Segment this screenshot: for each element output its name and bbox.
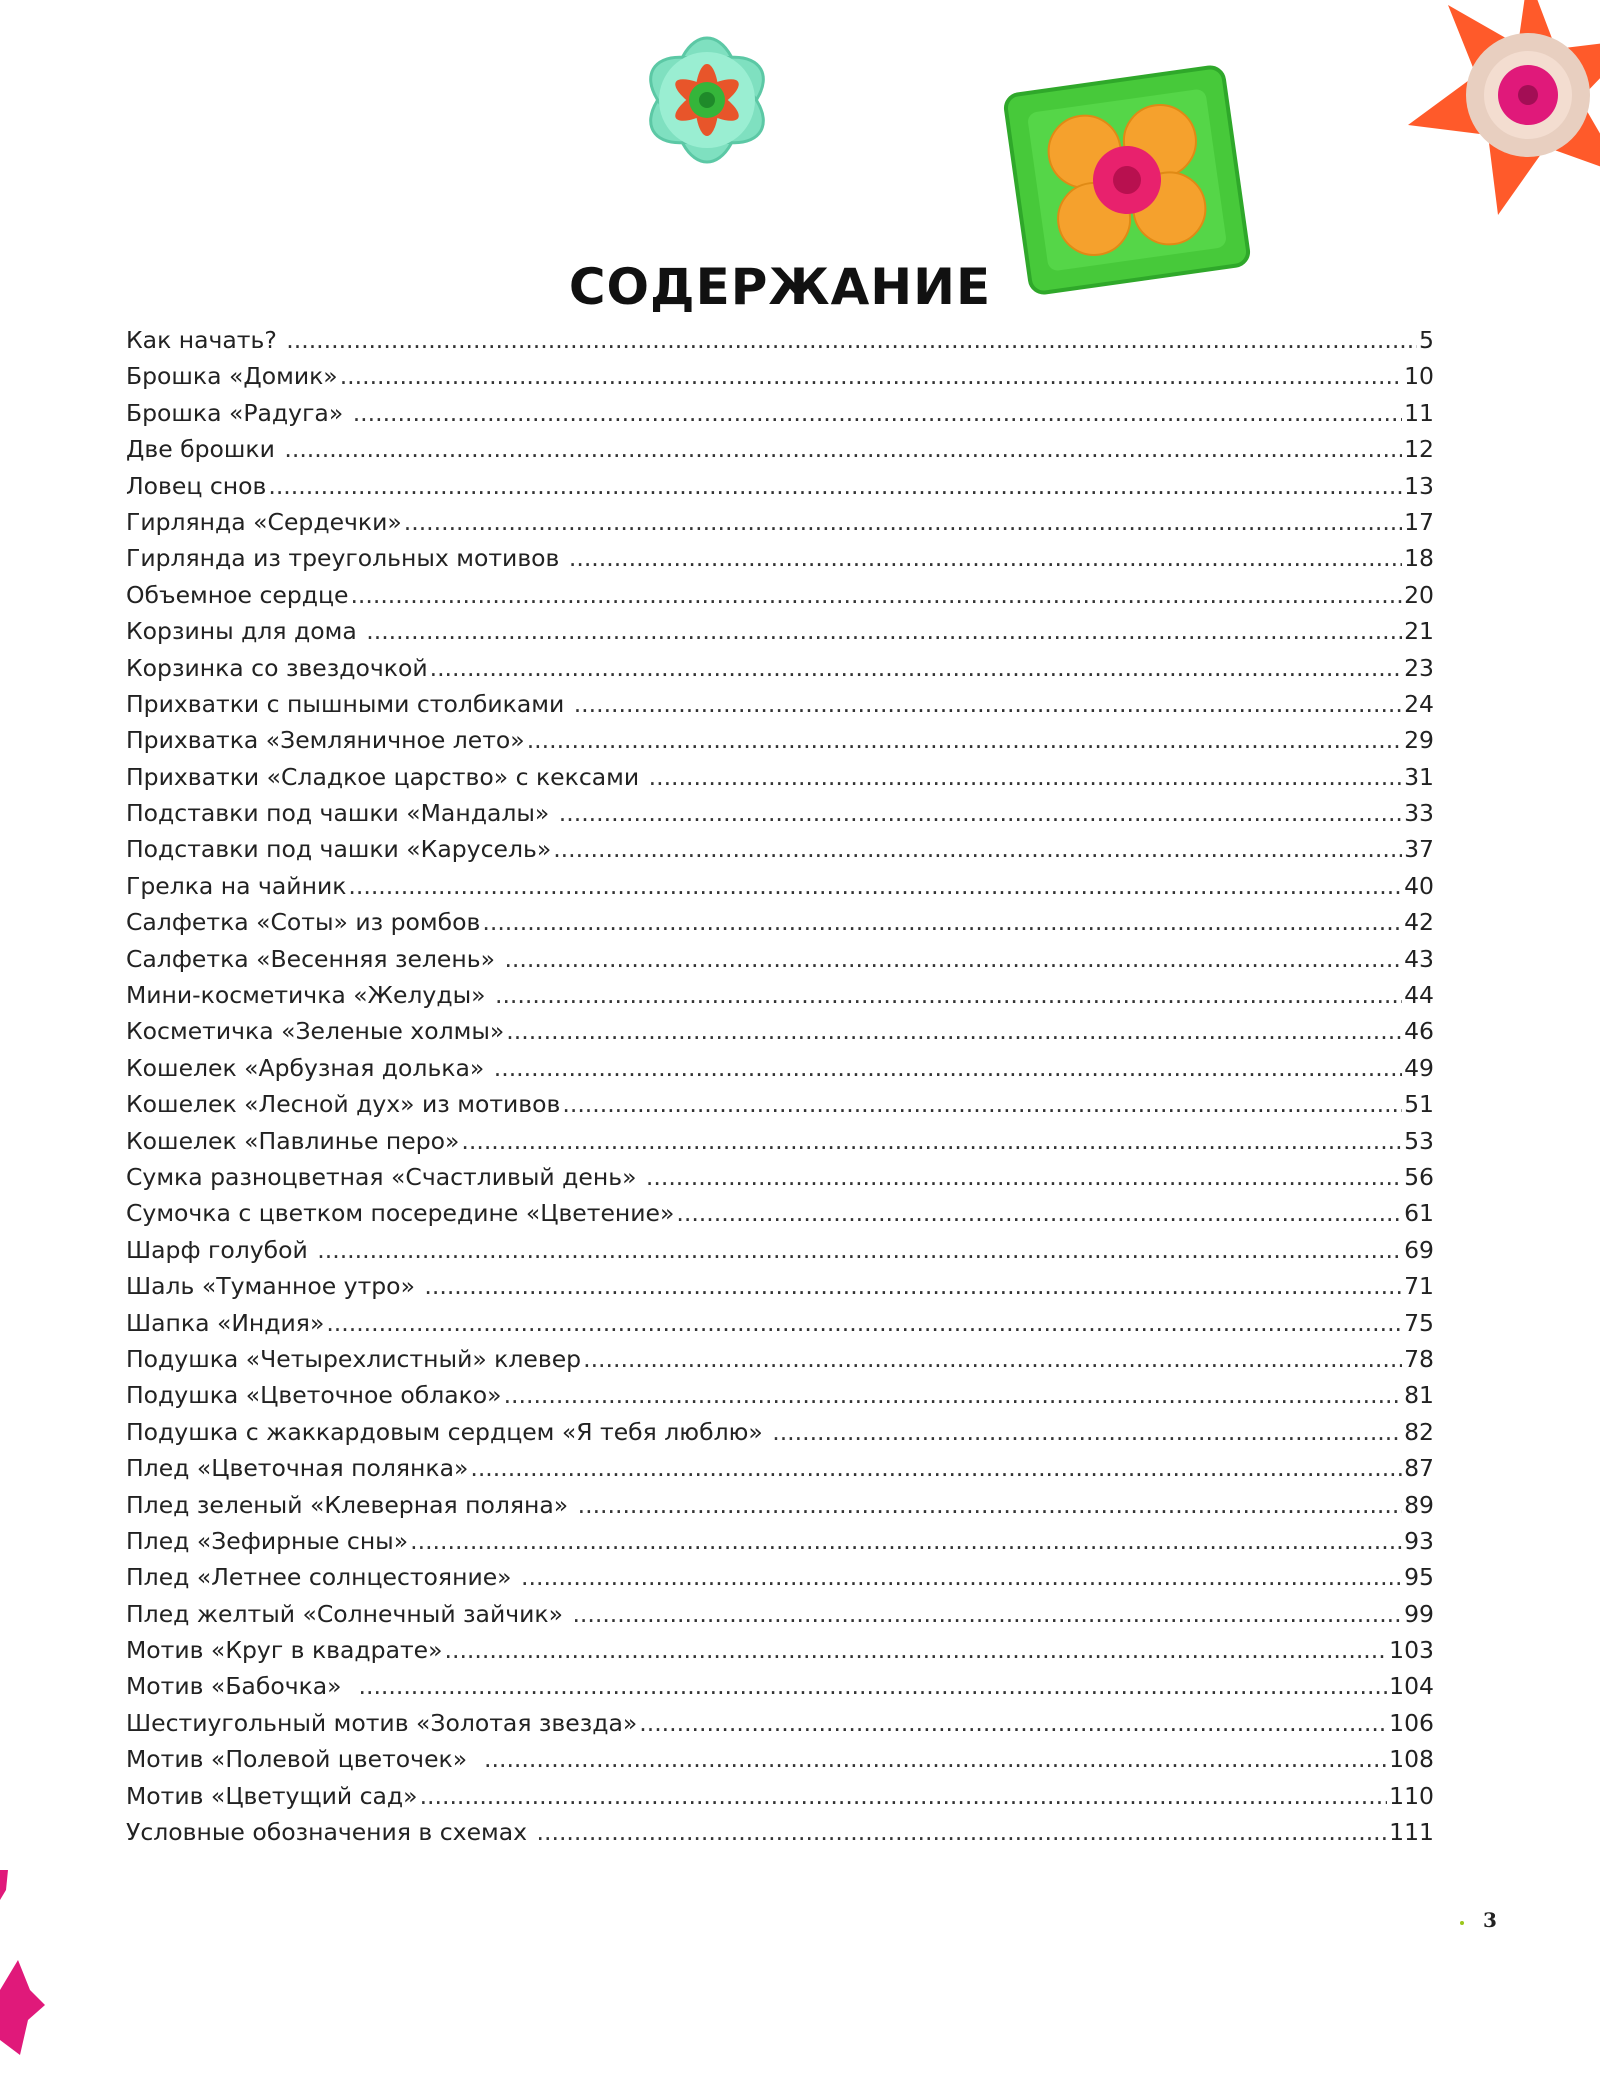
toc-entry[interactable] xyxy=(126,1345,1434,1381)
toc-entry[interactable] xyxy=(126,362,1434,398)
toc-entry[interactable] xyxy=(126,399,1434,435)
toc-dot-leader xyxy=(527,726,1402,754)
toc-entry-page: 56 xyxy=(1404,1162,1434,1191)
toc-entry-page: 106 xyxy=(1389,1708,1434,1737)
toc-entry[interactable] xyxy=(126,1127,1434,1163)
toc-dot-leader xyxy=(521,1563,1402,1591)
toc-dot-leader xyxy=(348,872,1402,900)
toc-entry-page: 43 xyxy=(1404,944,1434,973)
toc-entry-page: 24 xyxy=(1404,689,1434,718)
toc-dot-leader xyxy=(484,1745,1387,1773)
toc-entry-page: 104 xyxy=(1389,1672,1434,1701)
crochet-flower-motif-mint xyxy=(585,0,830,210)
toc-entry-page: 40 xyxy=(1404,871,1434,900)
toc-entry-title: Подушка «Четырехлистный» клевер xyxy=(126,1344,582,1373)
toc-dot-leader xyxy=(317,1236,1402,1264)
toc-dot-leader xyxy=(504,1381,1403,1409)
toc-dot-leader xyxy=(578,1491,1402,1519)
toc-entry-title: Брошка «Радуга» xyxy=(126,398,351,427)
toc-dot-leader xyxy=(506,1017,1402,1045)
toc-entry-title: Шаль «Туманное утро» xyxy=(126,1272,423,1301)
toc-dot-leader xyxy=(359,1672,1388,1700)
toc-dot-leader xyxy=(572,1600,1402,1628)
toc-entry[interactable] xyxy=(126,690,1434,726)
toc-entry-page: 49 xyxy=(1404,1053,1434,1082)
toc-entry-title: Салфетка «Весенняя зелень» xyxy=(126,944,503,973)
toc-entry-title: Прихватки с пышными столбиками xyxy=(126,689,572,718)
toc-dot-leader xyxy=(583,1345,1402,1373)
toc-dot-leader xyxy=(553,835,1402,863)
toc-entry[interactable] xyxy=(126,1272,1434,1308)
toc-dot-leader xyxy=(268,472,1402,500)
toc-entry-title: Корзины для дома xyxy=(126,617,365,646)
toc-entry-page: 53 xyxy=(1404,1126,1434,1155)
toc-entry-title: Подушка «Цветочное облако» xyxy=(126,1381,502,1410)
toc-entry-page: 12 xyxy=(1404,435,1434,464)
toc-entry-page: 11 xyxy=(1404,398,1434,427)
toc-dot-leader xyxy=(495,981,1402,1009)
toc-entry-page: 111 xyxy=(1389,1818,1434,1847)
toc-entry[interactable] xyxy=(126,945,1434,981)
toc-entry[interactable] xyxy=(126,544,1434,580)
toc-entry-title: Косметичка «Зеленые холмы» xyxy=(126,1017,505,1046)
toc-entry[interactable] xyxy=(126,726,1434,762)
toc-dot-leader xyxy=(639,1709,1387,1737)
page-number: 3 xyxy=(1483,1908,1497,1932)
table-of-contents xyxy=(126,326,1434,1854)
toc-entry[interactable] xyxy=(126,1054,1434,1090)
toc-entry[interactable] xyxy=(126,799,1434,835)
toc-dot-leader xyxy=(649,763,1402,791)
toc-entry-page: 5 xyxy=(1419,326,1434,354)
toc-entry-title: Гирлянда «Сердечки» xyxy=(126,507,402,536)
toc-entry[interactable] xyxy=(126,1090,1434,1126)
toc-entry-title: Плед «Летнее солнцестояние» xyxy=(126,1563,520,1592)
toc-entry-title: Мини-косметичка «Желуды» xyxy=(126,981,493,1010)
toc-entry-page: 61 xyxy=(1404,1199,1434,1228)
toc-entry-page: 82 xyxy=(1404,1417,1434,1446)
toc-dot-leader xyxy=(470,1454,1402,1482)
toc-entry-title: Кошелек «Лесной дух» из мотивов xyxy=(126,1090,561,1119)
toc-entry[interactable] xyxy=(126,654,1434,690)
toc-entry-page: 37 xyxy=(1404,835,1434,864)
toc-dot-leader xyxy=(350,581,1402,609)
toc-entry-title: Шестиугольный мотив «Золотая звезда» xyxy=(126,1708,638,1737)
toc-entry-title: Ловец снов xyxy=(126,471,267,500)
toc-dot-leader xyxy=(494,1054,1402,1082)
toc-entry[interactable] xyxy=(126,1563,1434,1599)
toc-entry[interactable] xyxy=(126,908,1434,944)
toc-dot-leader xyxy=(569,544,1402,572)
toc-dot-leader xyxy=(404,508,1402,536)
toc-entry-page: 110 xyxy=(1389,1781,1434,1810)
toc-dot-leader xyxy=(420,1782,1388,1810)
toc-entry[interactable] xyxy=(126,1745,1434,1781)
toc-entry-page: 46 xyxy=(1404,1017,1434,1046)
crochet-corner-motif xyxy=(0,1870,50,2099)
toc-entry-page: 95 xyxy=(1404,1563,1434,1592)
toc-entry[interactable] xyxy=(126,326,1434,362)
toc-entry-page: 44 xyxy=(1404,981,1434,1010)
toc-entry[interactable] xyxy=(126,835,1434,871)
toc-entry-page: 20 xyxy=(1404,580,1434,609)
toc-entry-title: Шапка «Индия» xyxy=(126,1308,325,1337)
page-title: СОДЕРЖАНИЕ xyxy=(568,258,992,316)
toc-entry[interactable] xyxy=(126,1309,1434,1345)
toc-entry-title: Прихватки «Сладкое царство» с кексами xyxy=(126,762,647,791)
toc-entry-page: 71 xyxy=(1404,1272,1434,1301)
toc-entry[interactable] xyxy=(126,981,1434,1017)
toc-entry-page: 89 xyxy=(1404,1490,1434,1519)
toc-entry-title: Мотив «Круг в квадрате» xyxy=(126,1636,443,1665)
toc-entry-title: Сумка разноцветная «Счастливый день» xyxy=(126,1162,644,1191)
toc-entry-title: Грелка на чайник xyxy=(126,871,347,900)
toc-entry-title: Условные обозначения в схемах xyxy=(126,1818,535,1847)
toc-entry-page: 33 xyxy=(1404,799,1434,828)
toc-entry-page: 23 xyxy=(1404,653,1434,682)
toc-entry-page: 13 xyxy=(1404,471,1434,500)
toc-entry-page: 29 xyxy=(1404,726,1434,755)
toc-dot-leader xyxy=(353,399,1402,427)
toc-entry-title: Прихватка «Земляничное лето» xyxy=(126,726,525,755)
toc-entry-title: Мотив «Цветущий сад» xyxy=(126,1781,418,1810)
toc-entry-page: 21 xyxy=(1404,617,1434,646)
toc-dot-leader xyxy=(430,654,1402,682)
toc-entry[interactable] xyxy=(126,472,1434,508)
toc-entry-title: Плед «Зефирные сны» xyxy=(126,1526,409,1555)
toc-entry[interactable] xyxy=(126,1782,1434,1818)
toc-dot-leader xyxy=(445,1636,1388,1664)
toc-entry[interactable] xyxy=(126,1163,1434,1199)
toc-entry-title: Салфетка «Соты» из ромбов xyxy=(126,908,481,937)
toc-entry-page: 69 xyxy=(1404,1235,1434,1264)
toc-dot-leader xyxy=(482,908,1402,936)
toc-entry-title: Мотив «Полевой цветочек» xyxy=(126,1745,483,1774)
toc-entry-page: 51 xyxy=(1404,1090,1434,1119)
toc-dot-leader xyxy=(284,435,1402,463)
toc-entry[interactable] xyxy=(126,763,1434,799)
toc-entry-title: Как начать? xyxy=(126,326,285,354)
toc-entry-page: 31 xyxy=(1404,762,1434,791)
toc-dot-leader xyxy=(676,1199,1402,1227)
toc-entry-page: 108 xyxy=(1389,1745,1434,1774)
toc-entry[interactable] xyxy=(126,581,1434,617)
toc-entry-title: Мотив «Бабочка» xyxy=(126,1672,357,1701)
toc-entry[interactable] xyxy=(126,1672,1434,1708)
toc-dot-leader xyxy=(562,1090,1402,1118)
toc-dot-leader xyxy=(504,945,1402,973)
toc-entry-page: 78 xyxy=(1404,1344,1434,1373)
toc-entry-title: Подставки под чашки «Карусель» xyxy=(126,835,552,864)
toc-entry[interactable] xyxy=(126,1818,1434,1854)
toc-dot-leader xyxy=(559,799,1402,827)
toc-entry-title: Плед желтый «Солнечный зайчик» xyxy=(126,1599,571,1628)
toc-entry[interactable] xyxy=(126,1600,1434,1636)
toc-dot-leader xyxy=(646,1163,1402,1191)
toc-entry[interactable] xyxy=(126,1236,1434,1272)
toc-entry-title: Объемное сердце xyxy=(126,580,349,609)
toc-entry[interactable] xyxy=(126,1199,1434,1235)
toc-dot-leader xyxy=(537,1818,1388,1846)
toc-entry-title: Подставки под чашки «Мандалы» xyxy=(126,799,557,828)
toc-dot-leader xyxy=(366,617,1402,645)
toc-entry-title: Корзинка со звездочкой xyxy=(126,653,428,682)
toc-entry-page: 93 xyxy=(1404,1526,1434,1555)
toc-dot-leader xyxy=(410,1527,1402,1555)
toc-entry-page: 17 xyxy=(1404,507,1434,536)
toc-dot-leader xyxy=(340,362,1402,390)
toc-entry-title: Шарф голубой xyxy=(126,1235,316,1264)
toc-entry-page: 103 xyxy=(1389,1636,1434,1665)
toc-entry-title: Подушка с жаккардовым сердцем «Я тебя люблю» xyxy=(126,1417,771,1446)
toc-entry-page: 18 xyxy=(1404,544,1434,573)
toc-dot-leader xyxy=(574,690,1402,718)
toc-entry[interactable] xyxy=(126,1381,1434,1417)
toc-entry[interactable] xyxy=(126,1418,1434,1454)
toc-entry-title: Сумочка с цветком посередине «Цветение» xyxy=(126,1199,675,1228)
toc-entry-page: 87 xyxy=(1404,1454,1434,1483)
page-number-bullet xyxy=(1460,1921,1464,1925)
toc-entry[interactable] xyxy=(126,1491,1434,1527)
toc-entry-title: Кошелек «Павлинье перо» xyxy=(126,1126,460,1155)
toc-entry[interactable] xyxy=(126,1636,1434,1672)
toc-dot-leader xyxy=(424,1272,1402,1300)
toc-entry[interactable] xyxy=(126,1454,1434,1490)
toc-entry-page: 42 xyxy=(1404,908,1434,937)
toc-entry[interactable] xyxy=(126,508,1434,544)
toc-entry-title: Две брошки xyxy=(126,435,283,464)
toc-entry-title: Гирлянда из треугольных мотивов xyxy=(126,544,567,573)
toc-dot-leader xyxy=(772,1418,1402,1446)
toc-entry-title: Кошелек «Арбузная долька» xyxy=(126,1053,492,1082)
toc-dot-leader xyxy=(326,1309,1402,1337)
toc-entry-page: 10 xyxy=(1404,362,1434,391)
toc-entry[interactable] xyxy=(126,1709,1434,1745)
toc-entry[interactable] xyxy=(126,435,1434,471)
toc-entry-page: 81 xyxy=(1404,1381,1434,1410)
toc-entry[interactable] xyxy=(126,617,1434,653)
toc-entry-title: Брошка «Домик» xyxy=(126,362,338,391)
toc-entry[interactable] xyxy=(126,1017,1434,1053)
toc-dot-leader xyxy=(286,326,1417,354)
toc-entry-page: 99 xyxy=(1404,1599,1434,1628)
toc-entry[interactable] xyxy=(126,1527,1434,1563)
toc-entry-title: Плед «Цветочная полянка» xyxy=(126,1454,469,1483)
toc-entry-page: 75 xyxy=(1404,1308,1434,1337)
toc-entry[interactable] xyxy=(126,872,1434,908)
crochet-star-motif xyxy=(1400,0,1600,230)
toc-entry-title: Плед зеленый «Клеверная поляна» xyxy=(126,1490,576,1519)
toc-dot-leader xyxy=(461,1127,1402,1155)
